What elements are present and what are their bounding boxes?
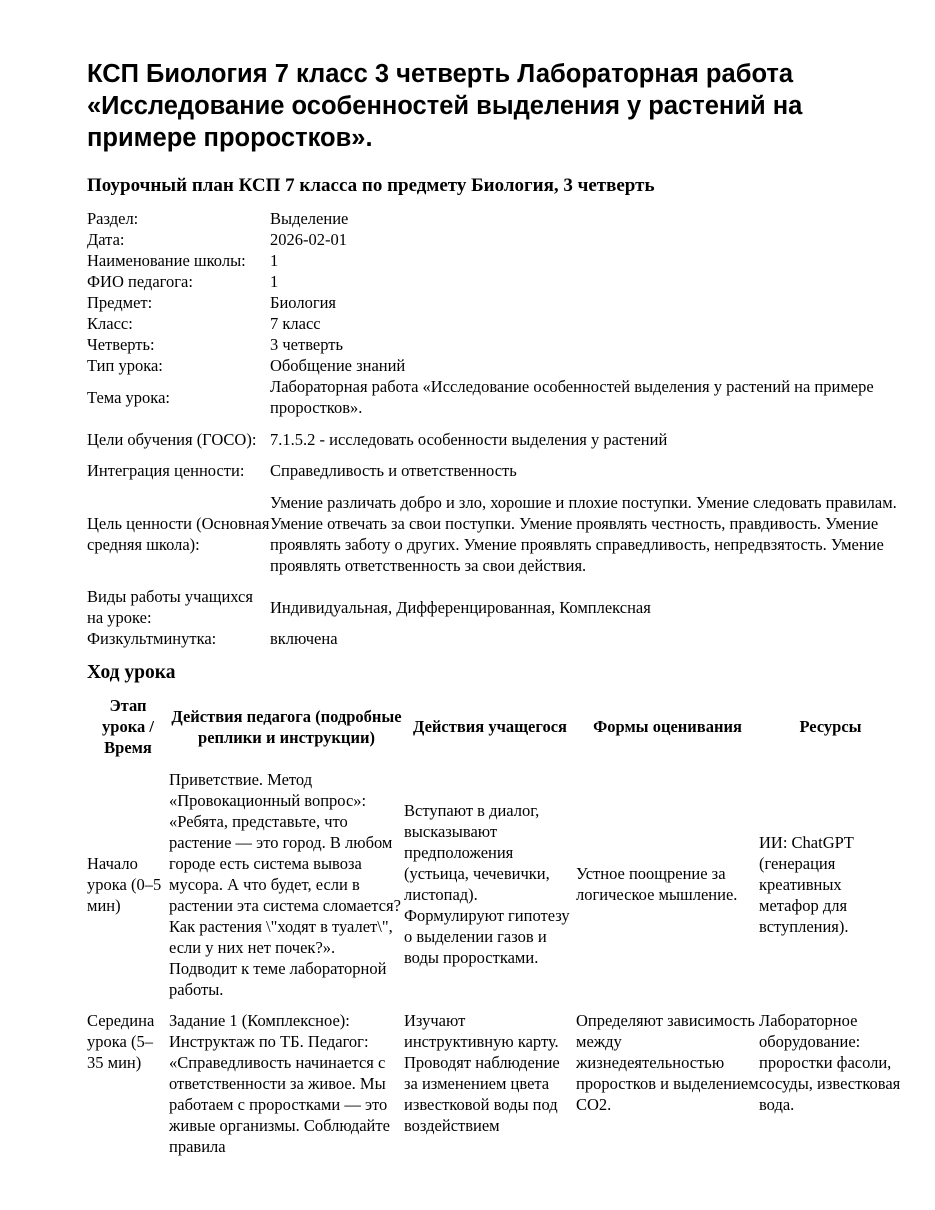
info-value: Биология [270,293,337,312]
table-row [87,758,902,1010]
info-label: Наименование школы: [87,251,246,270]
info-row-subject [87,292,902,313]
info-value: 3 четверть [270,335,343,354]
info-label: Цели обучения (ГОСО): [87,429,257,449]
info-value: включена [270,629,338,648]
info-label: Четверть: [87,335,155,354]
info-row-lesson-type [87,355,902,376]
info-label: Дата: [87,230,125,249]
student-actions-cell: Вступают в диалог, высказывают предположения (устьица, чечевички, листопад). Формулируют гипотезу о выделении газов и воды проростками. [404,801,570,967]
info-value: Обобщение знаний [270,356,406,375]
lesson-flow-table [87,695,902,1157]
info-value: Лабораторная работа «Исследование особенностей выделения у растений на примере проростков». [270,377,874,417]
header-assessment: Формы оценивания [593,717,742,736]
info-label: Раздел: [87,209,139,228]
info-value: 1 [270,251,279,270]
info-row-value-goal [87,481,902,586]
info-row-topic [87,376,902,418]
info-value: Индивидуальная, Дифференцированная, Комплексная [270,597,651,617]
lesson-table-header [87,695,902,758]
assessment-cell: Определяют зависимость между жизнедеятельностью проростков и выделением CO2. [576,1011,759,1114]
info-value: 7.1.5.2 - исследовать особенности выделения у растений [270,429,668,449]
info-row-quarter [87,334,902,355]
teacher-actions-cell: Задание 1 (Комплексное): Инструктаж по ТБ. Педагог: «Справедливость начинается с ответственности за живое. Мы работаем с проростками — это живые организмы. Соблюдайте правила [169,1011,390,1156]
info-value: Умение различать добро и зло, хорошие и плохие поступки. Умение следовать правилам. Умение отвечать за свои поступки. Умение проявлять честность, правдивость. Умение проявлять заботу о других. Умение проявлять справедливость, непредвзятость. Умение проявлять ответственность за свои действия. [270,492,897,575]
info-row-date [87,229,902,250]
stage-cell: Начало урока (0–5 мин) [87,853,162,915]
teacher-actions-cell: Приветствие. Метод «Провокационный вопрос»: «Ребята, представьте, что растение — это город. В любом городе есть система вывоза мусора. А что будет, если в растении эта система сломается? Как растения \"ходят в туалет\", если у них нет почек?». Подводит к теме лабораторной работы. [169,769,401,999]
info-row-objectives [87,418,902,460]
info-row-section [87,208,902,229]
header-student-actions: Действия учащегося [413,717,567,736]
info-value: 7 класс [270,314,321,333]
header-teacher-actions: Действия педагога (подробные реплики и инструкции) [171,706,402,747]
info-value: Справедливость и ответственность [270,461,517,480]
info-row-work-types [87,586,902,628]
info-value: Выделение [270,209,349,228]
info-label: Цель ценности (Основная средняя школа): [87,513,270,554]
info-label: Предмет: [87,293,153,312]
info-value: 2026-02-01 [270,230,347,249]
info-label: Класс: [87,314,133,333]
info-label: Тип урока: [87,356,163,375]
info-row-teacher [87,271,902,292]
resources-cell: Лабораторное оборудование: проростки фасоли, сосуды, известковая вода. [759,1011,901,1114]
info-label: Физкультминутка: [87,629,217,648]
assessment-cell: Устное поощрение за логическое мышление. [576,864,738,904]
info-value: 1 [270,272,279,291]
info-label: Тема урока: [87,387,170,407]
table-row [87,1010,902,1157]
student-actions-cell: Изучают инструктивную карту. Проводят наблюдение за изменением цвета известковой воды под воздействием [404,1011,560,1135]
lesson-info-table [87,208,902,649]
stage-cell: Середина урока (5–35 мин) [87,1011,155,1072]
header-stage: Этап урока / Время [102,696,154,757]
info-row-school [87,250,902,271]
info-label: Виды работы учащихся на уроке: [87,587,253,627]
lesson-flow-heading: Ход урока [87,662,176,683]
info-label: Интеграция ценности: [87,461,245,480]
document-title: КСП Биология 7 класс 3 четверть Лабораторная работа «Исследование особенностей выделения у растений на примере проростков». [87,60,803,152]
info-row-grade [87,313,902,334]
header-resources: Ресурсы [799,717,862,736]
info-row-exercise-break [87,628,902,649]
info-row-value-integration [87,460,902,481]
plan-subtitle: Поурочный план КСП 7 класса по предмету Биология, 3 четверть [87,175,655,196]
info-label: ФИО педагога: [87,272,193,291]
resources-cell: ИИ: ChatGPT (генерация креативных метафор для вступления). [759,832,854,936]
